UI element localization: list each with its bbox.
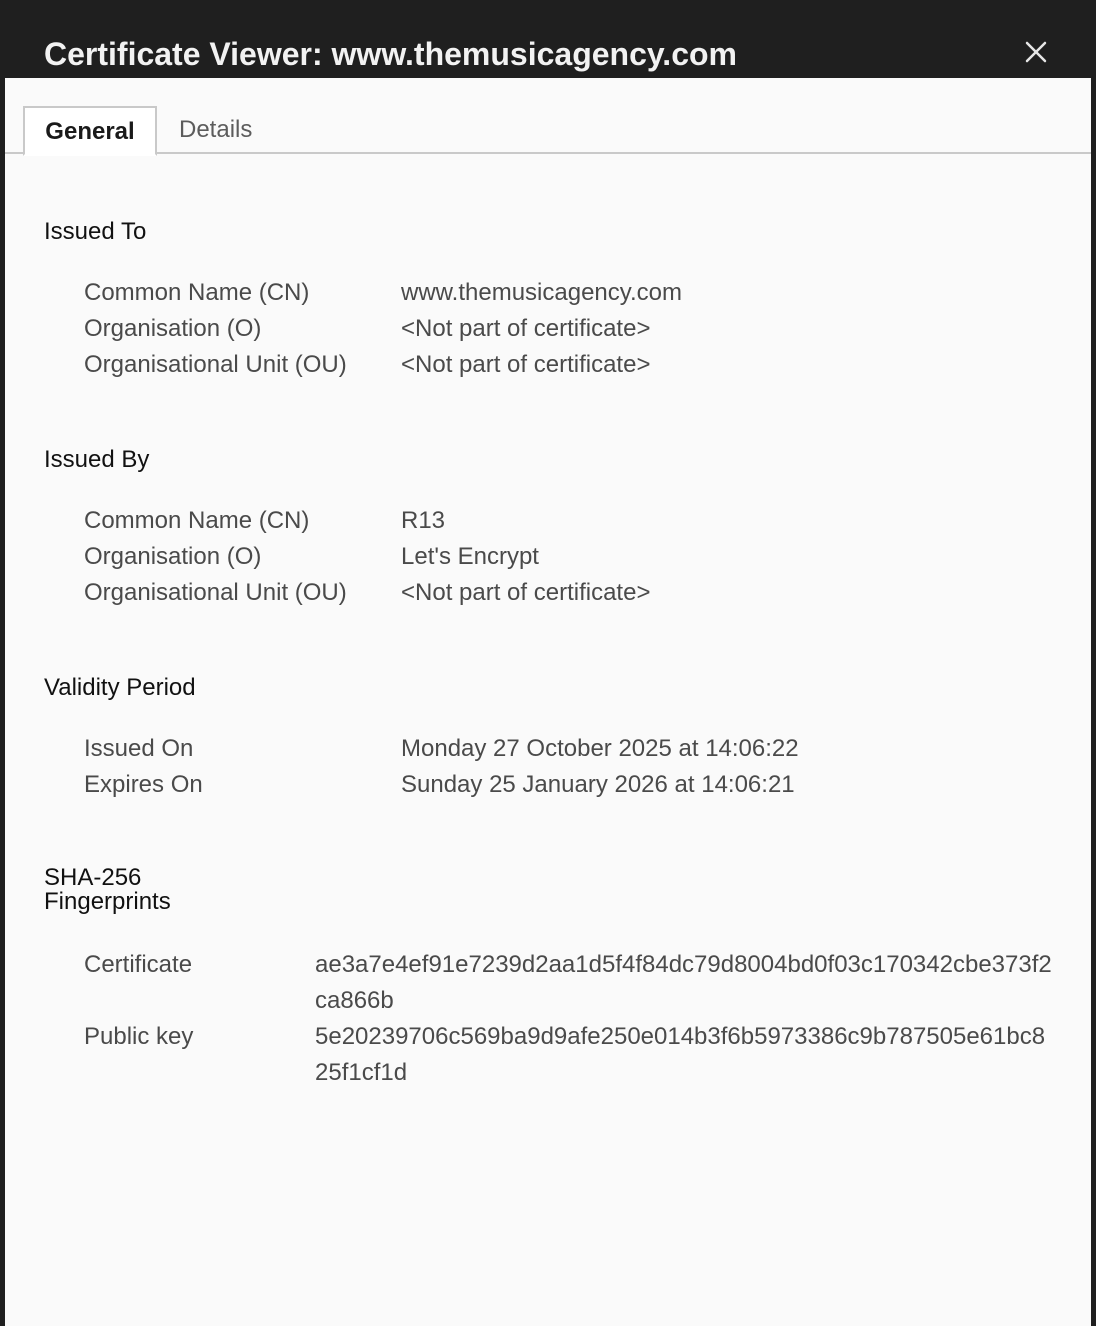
- certificate-fp-label: Certificate: [84, 951, 193, 978]
- close-button[interactable]: [1016, 32, 1056, 72]
- dialog-content: [5, 78, 1091, 1326]
- issued-to-o-value: <Not part of certificate>: [401, 315, 651, 342]
- issued-by-cn-value: R13: [401, 507, 446, 534]
- issued-by-ou-value: <Not part of certificate>: [401, 579, 651, 606]
- issued-to-heading: Issued To: [44, 218, 147, 245]
- close-icon: [1016, 32, 1056, 72]
- validity-heading: Validity Period: [44, 674, 196, 701]
- issued-by-o-label: Organisation (O): [84, 543, 262, 570]
- window-title: Certificate Viewer: www.themusicagency.com: [44, 36, 737, 72]
- issued-by-ou-label: Organisational Unit (OU): [84, 579, 347, 606]
- issued-by-heading: Issued By: [44, 446, 150, 473]
- issued-on-value: Monday 27 October 2025 at 14:06:22: [401, 735, 799, 762]
- expires-on-value: Sunday 25 January 2026 at 14:06:21: [401, 771, 795, 798]
- title-bar: [0, 0, 1096, 78]
- tab-details[interactable]: Details: [179, 116, 253, 143]
- tab-general[interactable]: General: [23, 106, 157, 156]
- issued-to-o-label: Organisation (O): [84, 315, 262, 342]
- issued-on-label: Issued On: [84, 735, 194, 762]
- issued-to-ou-label: Organisational Unit (OU): [84, 351, 347, 378]
- issued-to-cn-label: Common Name (CN): [84, 279, 310, 306]
- tab-bar: [5, 78, 1091, 154]
- expires-on-label: Expires On: [84, 771, 203, 798]
- public-key-fp-label: Public key: [84, 1023, 194, 1050]
- issued-to-cn-value: www.themusicagency.com: [401, 279, 682, 306]
- certificate-fp-value: ae3a7e4ef91e7239d2aa1d5f4f84dc79d8004bd0f03c170342cbe373f2ca866b: [315, 951, 1052, 1014]
- public-key-fp-value: 5e20239706c569ba9d9afe250e014b3f6b5973386c9b787505e61bc825f1cf1d: [315, 1023, 1046, 1086]
- issued-by-o-value: Let's Encrypt: [401, 543, 539, 570]
- issued-by-cn-label: Common Name (CN): [84, 507, 310, 534]
- fingerprints-heading: SHA-256 Fingerprints: [44, 864, 171, 915]
- issued-to-ou-value: <Not part of certificate>: [401, 351, 651, 378]
